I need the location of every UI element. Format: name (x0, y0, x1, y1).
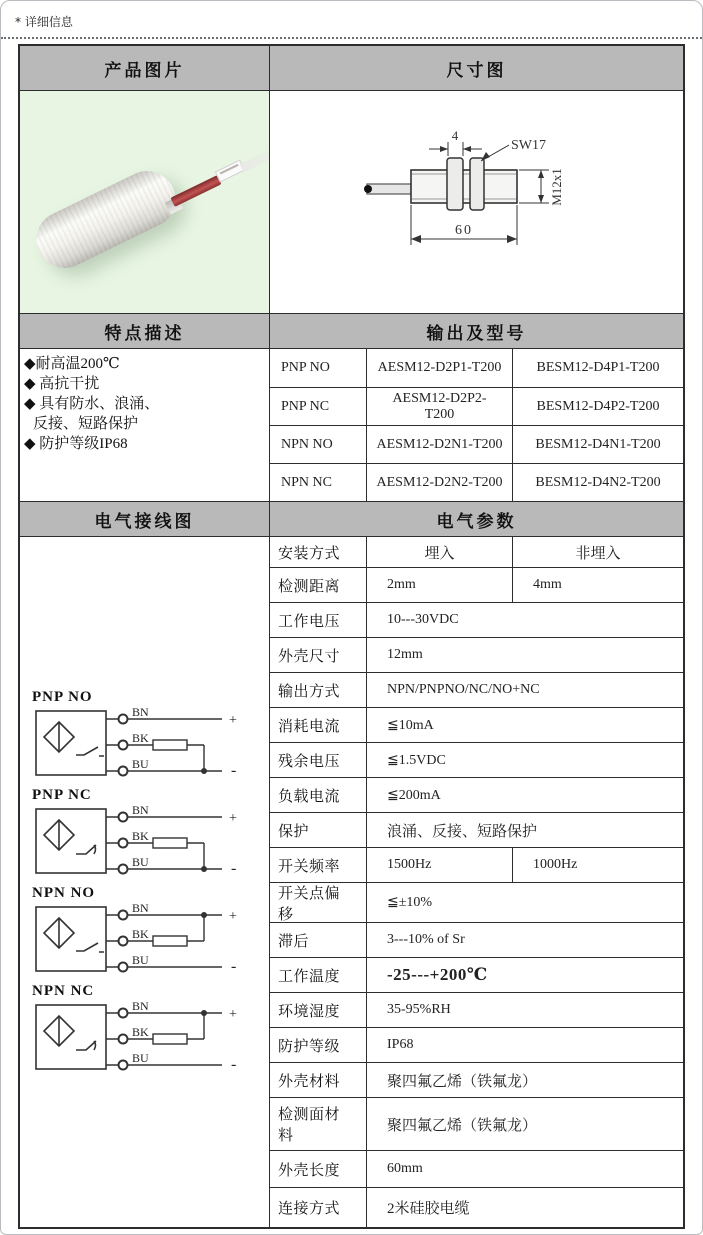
param-label: 连接方式 (270, 1188, 367, 1227)
param-row (270, 637, 683, 672)
header-row-3 (20, 501, 683, 536)
dim-nut-width-label: 4 (451, 128, 458, 143)
wire-minus-label: - (231, 1056, 237, 1073)
param-label: 残余电压 (270, 743, 367, 777)
param-label: 外壳尺寸 (270, 638, 367, 672)
wiring-diagram-pnp-no (26, 689, 269, 781)
wire-bn-label: BN (132, 707, 149, 719)
model-output-type: NPN NO (270, 426, 367, 463)
param-value: 12mm (387, 647, 423, 662)
param-label: 外壳材料 (270, 1063, 367, 1097)
model-row (270, 425, 683, 463)
wiring-diagrams (20, 537, 270, 1227)
feature-item: 反接、短路保护 (33, 416, 139, 432)
dimension-drawing (270, 91, 683, 313)
dim-wrench-label: SW17 (510, 138, 546, 153)
param-row (270, 567, 683, 602)
param-value: 35-95%RH (387, 1002, 451, 1017)
model-number-4mm: BESM12-D4N1-T200 (535, 436, 661, 452)
params-table (270, 537, 683, 1227)
features-list (20, 349, 270, 501)
wiring-header: 电气接线图 (20, 502, 270, 536)
wire-bu-label: BU (132, 953, 149, 967)
param-value: NPN/PNPNO/NC/NO+NC (387, 682, 540, 697)
model-number-2mm: AESM12-D2N1-T200 (367, 426, 513, 463)
page-title: * 详细信息 (15, 15, 73, 29)
param-row (270, 707, 683, 742)
wire-bu-label: BU (132, 855, 149, 869)
param-row (270, 672, 683, 707)
dimension-header: 尺寸图 (270, 46, 683, 90)
param-value: -25---+200℃ (387, 965, 488, 984)
product-image-header: 产品图片 (20, 46, 270, 90)
model-output-type: NPN NC (270, 464, 367, 501)
param-label: 开关点偏移 (270, 883, 367, 922)
wiring-diagram-npn-nc (26, 983, 269, 1075)
param-label: 工作温度 (270, 958, 367, 992)
model-row (270, 349, 683, 387)
param-label: 负载电流 (270, 778, 367, 812)
wire-plus-label: + (229, 713, 237, 728)
param-row (270, 882, 683, 922)
models-table (270, 349, 683, 501)
param-value: 2mm (367, 568, 513, 602)
feature-item: ◆ 具有防水、浪涌、 (24, 396, 160, 412)
wire-bn-label: BN (132, 805, 149, 817)
params-header: 电气参数 (270, 502, 683, 536)
wiring-diagram-title: NPN NO (32, 885, 96, 901)
param-value: ≦±10% (387, 895, 433, 910)
param-value: 聚四氟乙烯（铁氟龙） (387, 1073, 538, 1090)
feature-item: ◆ 防护等级IP68 (24, 436, 128, 452)
param-row (270, 922, 683, 957)
param-value: 聚四氟乙烯（铁氟龙） (387, 1117, 538, 1134)
sensor-body-image (27, 161, 185, 277)
content-row-1 (20, 90, 683, 313)
param-label: 输出方式 (270, 673, 367, 707)
param-row (270, 1062, 683, 1097)
param-value: 非埋入 (575, 545, 621, 562)
param-value: IP68 (387, 1037, 414, 1052)
wire-minus-label: - (231, 958, 237, 975)
param-row (270, 812, 683, 847)
sensor-red-cable-image (170, 175, 221, 207)
param-label: 环境湿度 (270, 993, 367, 1027)
dim-length-label: 60 (454, 223, 473, 238)
param-value: 4mm (533, 577, 562, 592)
model-row (270, 387, 683, 425)
param-label: 工作电压 (270, 603, 367, 637)
wire-minus-label: - (231, 762, 237, 779)
param-value: 浪涌、反接、短路保护 (387, 823, 538, 840)
features-header: 特点描述 (20, 314, 270, 348)
param-value: 60mm (387, 1161, 423, 1176)
param-label: 安装方式 (270, 537, 367, 567)
model-output-type: PNP NO (270, 349, 367, 387)
param-row (270, 957, 683, 992)
model-row (270, 463, 683, 501)
sensor-cable-tail-image (240, 142, 270, 172)
wiring-diagram-title: PNP NC (32, 787, 92, 803)
param-value: 10---30VDC (387, 612, 459, 627)
param-row (270, 847, 683, 882)
wire-bu-label: BU (132, 1051, 149, 1065)
wire-bk-label: BK (132, 1025, 149, 1039)
param-value: ≦10mA (387, 717, 434, 733)
param-label: 开关频率 (270, 848, 367, 882)
param-label: 外壳长度 (270, 1151, 367, 1187)
param-label: 防护等级 (270, 1028, 367, 1062)
feature-item: ◆ 高抗干扰 (24, 376, 100, 392)
param-label: 检测面材料 (270, 1098, 367, 1150)
model-number-4mm: BESM12-D4P1-T200 (536, 360, 660, 375)
param-value: 2米硅胶电缆 (387, 1201, 470, 1217)
param-label: 消耗电流 (270, 708, 367, 742)
models-header: 输出及型号 (270, 314, 683, 348)
param-value: 3---10% of Sr (387, 932, 465, 947)
header-row-1 (20, 46, 683, 90)
param-row (270, 1027, 683, 1062)
wire-bk-label: BK (132, 829, 149, 843)
param-row (270, 992, 683, 1027)
wire-bk-label: BK (132, 927, 149, 941)
content-row-3 (20, 536, 683, 1227)
wire-plus-label: + (229, 811, 237, 826)
param-label: 保护 (270, 813, 367, 847)
param-value: 1000Hz (533, 857, 578, 872)
spec-table (18, 44, 685, 1229)
dotted-divider (1, 37, 702, 39)
param-label: 滞后 (270, 923, 367, 957)
dim-thread-label: M12x1 (548, 168, 564, 206)
wire-bk-label: BK (132, 731, 149, 745)
param-row (270, 1097, 683, 1150)
param-row (270, 537, 683, 567)
model-output-type: PNP NC (270, 388, 367, 425)
param-value: ≦1.5VDC (387, 752, 446, 768)
param-row (270, 777, 683, 812)
wire-minus-label: - (231, 860, 237, 877)
content-row-2 (20, 348, 683, 501)
param-row (270, 602, 683, 637)
wiring-diagram-pnp-nc (26, 787, 269, 879)
header-row-2 (20, 313, 683, 348)
model-number-2mm: AESM12-D2N2-T200 (367, 464, 513, 501)
feature-item: ◆耐高温200℃ (24, 356, 120, 372)
wiring-diagram-npn-no (26, 885, 269, 977)
model-number-2mm: AESM12-D2P1-T200 (367, 349, 513, 387)
wire-bn-label: BN (132, 903, 149, 915)
wiring-diagram-title: NPN NC (32, 983, 95, 999)
model-number-4mm: BESM12-D4P2-T200 (536, 398, 660, 414)
dimension-drawing-svg (271, 93, 683, 311)
param-value: 1500Hz (367, 848, 513, 882)
param-value: 埋入 (367, 537, 513, 567)
wire-bu-label: BU (132, 757, 149, 771)
wire-plus-label: + (229, 1007, 237, 1022)
param-row (270, 1150, 683, 1187)
wiring-diagram-title: PNP NO (32, 689, 93, 705)
wire-bn-label: BN (132, 1001, 149, 1013)
model-number-2mm: AESM12-D2P2-T200 (367, 388, 513, 425)
product-photo (20, 91, 270, 313)
param-label: 检测距离 (270, 568, 367, 602)
wire-plus-label: + (229, 909, 237, 924)
param-value: ≦200mA (387, 787, 441, 803)
param-row (270, 1187, 683, 1227)
model-number-4mm: BESM12-D4N2-T200 (535, 474, 661, 490)
param-row (270, 742, 683, 777)
